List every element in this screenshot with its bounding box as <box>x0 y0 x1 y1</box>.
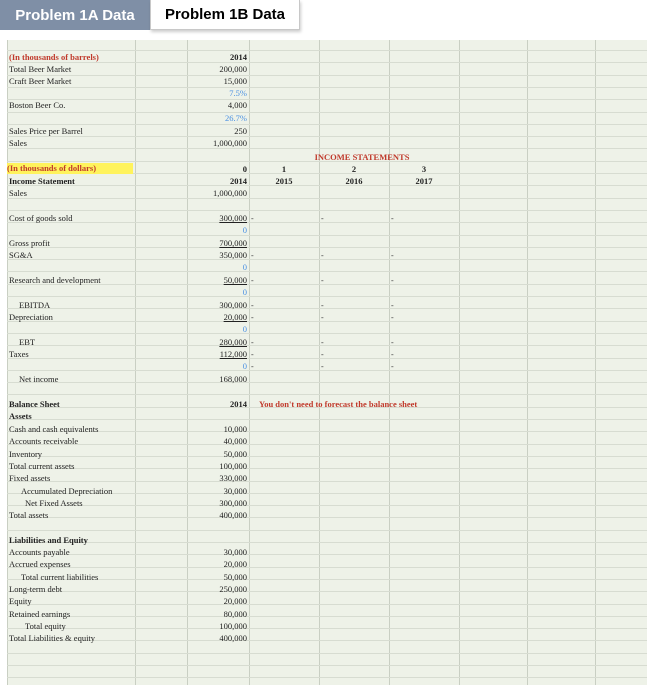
asset-label: Fixed assets <box>9 473 51 483</box>
asset-label: Cash and cash equivalents <box>9 424 99 434</box>
forecast-placeholder: - <box>321 214 324 223</box>
income-section-label: Income Statement <box>9 176 75 186</box>
income-row-label: Net income <box>19 374 59 384</box>
tab-problem-1b-data[interactable]: Problem 1B Data <box>150 0 300 30</box>
top-row-label: Total Beer Market <box>9 64 72 74</box>
liability-value: 80,000 <box>223 609 247 619</box>
forecast-placeholder: - <box>251 276 254 285</box>
asset-value: 300,000 <box>219 498 247 508</box>
liability-value: 20,000 <box>223 596 247 606</box>
forecast-placeholder: - <box>391 251 394 260</box>
balance-sheet-title: Balance Sheet <box>9 399 60 409</box>
income-row-label: SG&A <box>9 250 33 260</box>
asset-label: Accumulated Depreciation <box>21 486 113 496</box>
income-row-pct: 0 <box>242 287 247 297</box>
liability-label: Accounts payable <box>9 547 70 557</box>
asset-label: Inventory <box>9 449 43 459</box>
forecast-placeholder: - <box>321 350 324 359</box>
grid-line <box>7 468 647 469</box>
grid-line <box>7 62 647 63</box>
sales-label: Sales <box>9 188 27 198</box>
forecast-placeholder: - <box>321 301 324 310</box>
income-row-value: 280,000 <box>219 337 247 347</box>
income-row-value: 20,000 <box>223 312 247 322</box>
balance-year: 2014 <box>230 399 247 409</box>
forecast-placeholder: - <box>251 301 254 310</box>
grid-line <box>7 247 647 248</box>
income-row-value: 700,000 <box>219 238 247 248</box>
period-number: 0 <box>242 164 247 174</box>
asset-value: 40,000 <box>223 436 247 446</box>
income-row-value: 300,000 <box>219 213 247 223</box>
forecast-placeholder: - <box>251 350 254 359</box>
income-row-value: 350,000 <box>219 250 247 260</box>
income-statements-title: INCOME STATEMENTS <box>314 152 410 162</box>
grid-line <box>7 308 647 309</box>
top-row-label: Sales Price per Barrel <box>9 126 83 136</box>
forecast-placeholder: - <box>391 301 394 310</box>
top-row-value: 250 <box>234 126 247 136</box>
top-row-value: 1,000,000 <box>213 138 247 148</box>
top-row-label: Boston Beer Co. <box>9 100 66 110</box>
spreadsheet-grid[interactable] <box>7 40 647 685</box>
year-header: 2017 <box>415 176 433 186</box>
income-row-pct: 0 <box>242 324 247 334</box>
grid-line <box>7 517 647 518</box>
grid-line <box>7 198 647 199</box>
income-row-value: 50,000 <box>223 275 247 285</box>
top-row-value: 200,000 <box>219 64 247 74</box>
grid-line <box>7 259 647 260</box>
grid-line <box>7 136 647 137</box>
forecast-placeholder: - <box>321 251 324 260</box>
asset-label: Accounts receivable <box>9 436 79 446</box>
grid-line <box>7 444 647 445</box>
income-row-label: Cost of goods sold <box>9 213 73 223</box>
grid-line <box>7 431 647 432</box>
sheet-tab-bar <box>0 0 647 32</box>
grid-line <box>7 296 647 297</box>
asset-value: 100,000 <box>219 461 247 471</box>
income-row-label: Depreciation <box>9 312 53 322</box>
asset-label: Total current assets <box>9 461 75 471</box>
assets-header: Assets <box>9 411 32 421</box>
grid-line <box>7 481 647 482</box>
sales-value: 1,000,000 <box>213 188 247 198</box>
forecast-placeholder: - <box>391 276 394 285</box>
grid-line <box>7 456 647 457</box>
grid-line <box>7 321 647 322</box>
income-row-value: 112,000 <box>219 349 247 359</box>
tab-problem-1a-data[interactable]: Problem 1A Data <box>0 0 150 30</box>
forecast-placeholder: - <box>391 214 394 223</box>
asset-value: 400,000 <box>219 510 247 520</box>
grid-line <box>7 505 647 506</box>
forecast-placeholder: - <box>391 338 394 347</box>
liability-value: 50,000 <box>223 572 247 582</box>
asset-value: 50,000 <box>223 449 247 459</box>
forecast-placeholder: - <box>251 338 254 347</box>
income-row-label: Taxes <box>9 349 29 359</box>
grid-line <box>7 284 647 285</box>
grid-line <box>7 677 647 678</box>
forecast-placeholder: - <box>321 338 324 347</box>
grid-line <box>7 616 647 617</box>
forecast-placeholder: - <box>391 350 394 359</box>
income-row-value: 168,000 <box>219 374 247 384</box>
grid-line <box>7 640 647 641</box>
grid-line <box>7 87 647 88</box>
asset-value: 330,000 <box>219 473 247 483</box>
income-row-label: Gross profit <box>9 238 50 248</box>
top-year: 2014 <box>230 52 247 62</box>
year-header: 2015 <box>275 176 293 186</box>
income-row-label: EBT <box>19 337 36 347</box>
balance-note: You don't need to forecast the balance sheet <box>259 399 418 409</box>
forecast-placeholder: - <box>321 313 324 322</box>
grid-line <box>7 75 647 76</box>
liability-label: Accrued expenses <box>9 559 71 569</box>
liability-label: Equity <box>9 596 32 606</box>
liability-value: 30,000 <box>223 547 247 557</box>
forecast-placeholder: - <box>321 276 324 285</box>
grid-line <box>7 628 647 629</box>
asset-value: 30,000 <box>223 486 247 496</box>
grid-line <box>7 665 647 666</box>
grid-line <box>7 222 647 223</box>
liabilities-header: Liabilities and Equity <box>9 535 88 545</box>
grid-line <box>7 345 647 346</box>
grid-line <box>7 567 647 568</box>
grid-line <box>7 148 647 149</box>
liability-value: 400,000 <box>219 633 247 643</box>
year-header: 2014 <box>230 176 247 186</box>
grid-line <box>7 124 647 125</box>
income-row-pct: 0 <box>242 225 247 235</box>
grid-line <box>7 271 647 272</box>
period-number: 3 <box>421 164 427 174</box>
period-number: 1 <box>281 164 287 174</box>
liability-label: Long-term debt <box>9 584 63 594</box>
grid-line <box>7 50 647 51</box>
forecast-placeholder: - <box>251 251 254 260</box>
grid-line <box>7 419 647 420</box>
period-number: 2 <box>351 164 357 174</box>
grid-line <box>7 112 647 113</box>
top-row-label: Sales <box>9 138 27 148</box>
forecast-placeholder: - <box>251 313 254 322</box>
forecast-placeholder: - <box>321 362 324 371</box>
grid-line <box>7 333 647 334</box>
asset-label: Net Fixed Assets <box>25 498 83 508</box>
grid-line <box>7 370 647 371</box>
forecast-placeholder: - <box>251 214 254 223</box>
asset-label: Total assets <box>9 510 49 520</box>
grid-line <box>7 358 647 359</box>
grid-line <box>7 579 647 580</box>
liability-label: Retained earnings <box>9 609 71 619</box>
income-row-pct: 0 <box>242 262 247 272</box>
forecast-placeholder: - <box>251 362 254 371</box>
year-header: 2016 <box>345 176 363 186</box>
grid-line <box>7 530 647 531</box>
top-header: (In thousands of barrels) <box>9 52 99 62</box>
income-row-label: EBITDA <box>19 300 51 310</box>
liability-label: Total current liabilities <box>21 572 99 582</box>
grid-line <box>7 653 647 654</box>
grid-line <box>7 210 647 211</box>
top-row-value: 4,000 <box>227 100 247 110</box>
top-row-label: Craft Beer Market <box>9 76 72 86</box>
forecast-placeholder: - <box>391 313 394 322</box>
grid-line <box>7 554 647 555</box>
grid-line <box>7 394 647 395</box>
forecast-placeholder: - <box>391 362 394 371</box>
top-row-value: 26.7% <box>225 113 247 123</box>
top-row-value: 7.5% <box>229 88 247 98</box>
income-row-value: 300,000 <box>219 300 247 310</box>
income-row-label: Research and development <box>9 275 101 285</box>
grid-line <box>7 542 647 543</box>
liability-label: Total equity <box>25 621 66 631</box>
liability-value: 20,000 <box>223 559 247 569</box>
grid-line <box>7 235 647 236</box>
grid-line <box>7 99 647 100</box>
top-row-value: 15,000 <box>223 76 247 86</box>
grid-line <box>7 591 647 592</box>
liability-value: 100,000 <box>219 621 247 631</box>
liability-label: Total Liabilities & equity <box>9 633 96 643</box>
income-row-pct: 0 <box>242 361 247 371</box>
grid-line <box>7 604 647 605</box>
asset-value: 10,000 <box>223 424 247 434</box>
liability-value: 250,000 <box>219 584 247 594</box>
income-header: (In thousands of dollars) <box>7 163 133 174</box>
grid-line <box>7 382 647 383</box>
